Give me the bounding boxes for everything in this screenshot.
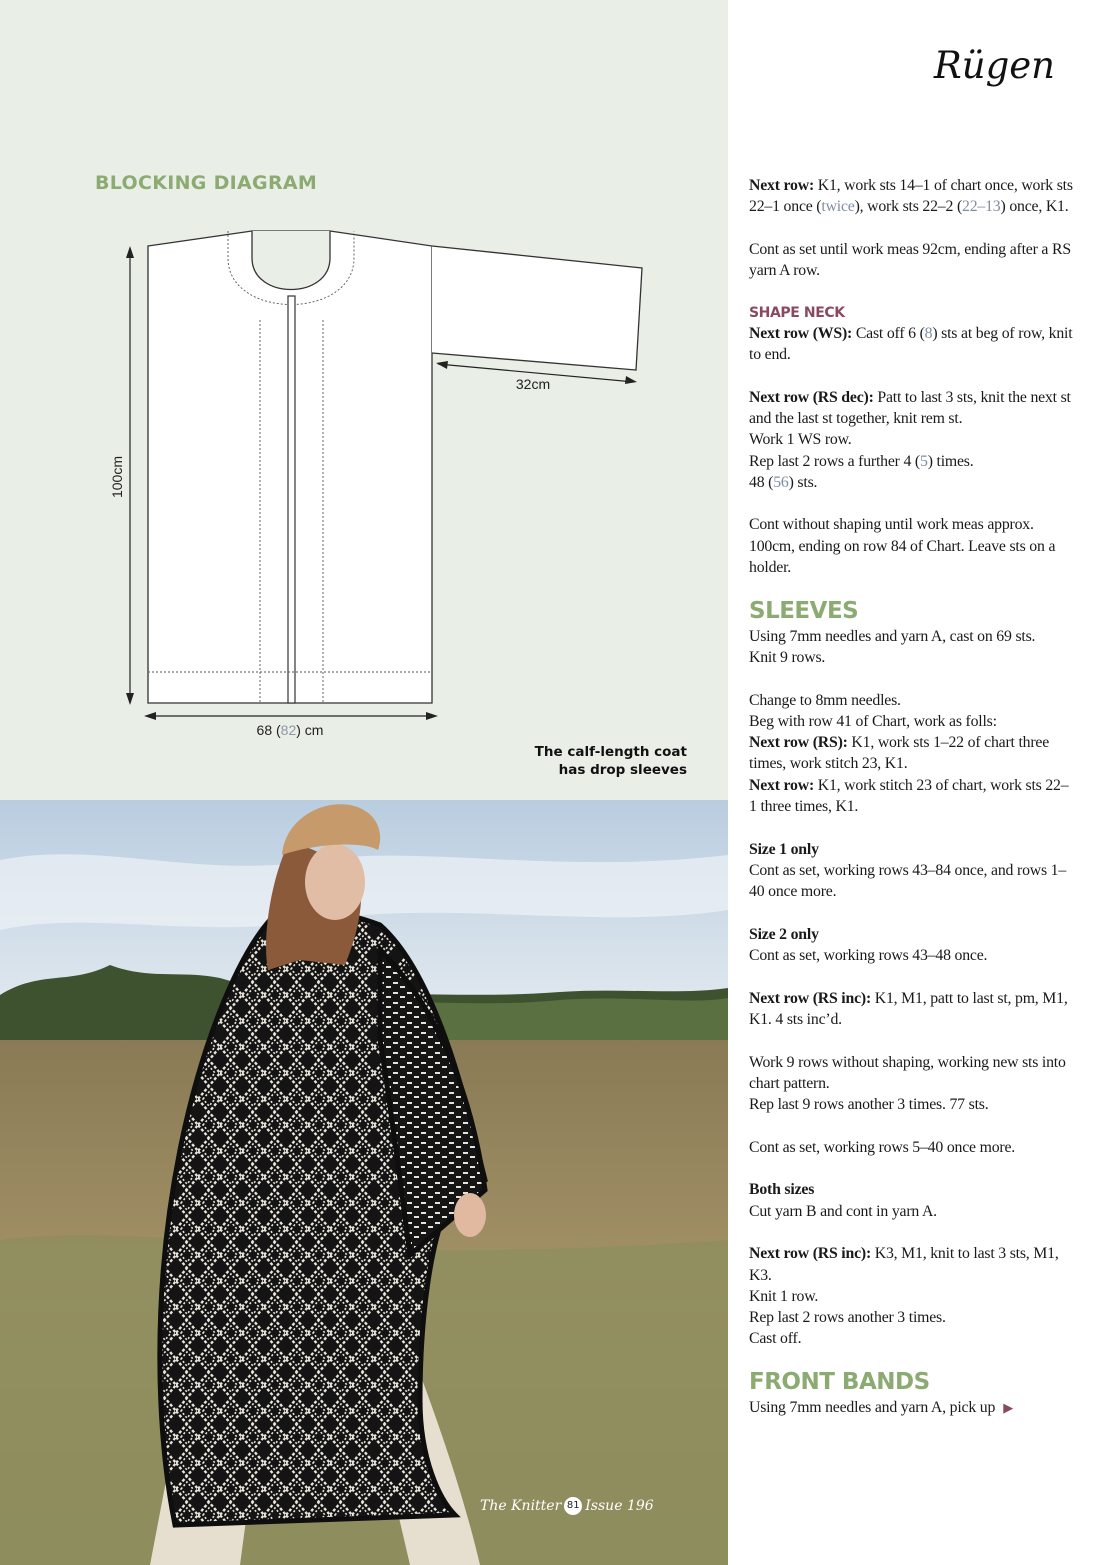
- face: [305, 844, 365, 920]
- continue-arrow-icon: ▶: [1003, 1400, 1013, 1416]
- sleeve-arrow-head-left: [436, 361, 448, 369]
- width-arrow-head-right: [426, 712, 438, 720]
- pattern-title: Rügen: [933, 44, 1055, 87]
- instruction-rs-inc: Next row (RS inc): K1, M1, patt to last st, pm, M1, K1. 4 sts inc’d.: [749, 989, 1068, 1028]
- shape-neck-heading: SHAPE NECK: [749, 304, 845, 321]
- page-footer: [480, 1497, 654, 1515]
- footer-page-number: 81: [564, 1497, 582, 1515]
- height-arrow-head-top: [126, 246, 134, 258]
- instruction-cont-100cm: Cont without shaping until work meas approx. 100cm, ending on row 84 of Chart. Leave sts on a holder.: [749, 516, 1056, 577]
- neckline: [252, 231, 330, 290]
- instruction-size-1: Size 1 only Cont as set, working rows 43–84 once, and rows 1–40 once more.: [749, 840, 1067, 901]
- instruction-cont-92cm: Cont as set until work meas 92cm, ending after a RS yarn A row.: [749, 240, 1071, 280]
- caption-line-2: has drop sleeves: [558, 762, 687, 778]
- sleeve-outline: [432, 246, 642, 370]
- pattern-text: [749, 175, 1074, 1418]
- instruction-size-2: Size 2 only Cont as set, working rows 43–48 once.: [749, 925, 988, 965]
- sleeve-arrow-head-right: [625, 376, 637, 384]
- instruction-cont-5-40: Cont as set, working rows 5–40 once more.: [749, 1138, 1016, 1156]
- footer-issue: Issue 196: [585, 1498, 654, 1514]
- width-arrow-head-left: [144, 712, 156, 720]
- blocking-diagram: [0, 0, 728, 800]
- height-arrow-head-bottom: [126, 693, 134, 705]
- photo-caption: [487, 743, 687, 779]
- instruction-sleeves-cast-on: Using 7mm needles and yarn A, cast on 69 sts. Knit 9 rows.: [749, 627, 1036, 666]
- blocking-diagram-heading: BLOCKING DIAGRAM: [95, 172, 318, 194]
- sleeves-heading: SLEEVES: [749, 597, 859, 624]
- instruction-both-sizes: Both sizes Cut yarn B and cont in yarn A.: [749, 1181, 937, 1220]
- model-photo: [0, 800, 728, 1565]
- hand: [454, 1193, 486, 1237]
- instruction-work-9-rows: Work 9 rows without shaping, working new sts into chart pattern. Rep last 9 rows another 3 times. 77 sts.: [749, 1053, 1066, 1114]
- sleeve-label: 32cm: [515, 376, 551, 392]
- footer-magazine: The Knitter: [480, 1498, 562, 1514]
- instruction-front-bands: Using 7mm needles and yarn A, pick up ▶: [749, 1399, 1013, 1417]
- front-bands-heading: FRONT BANDS: [749, 1369, 930, 1396]
- caption-line-1: The calf-length coat: [534, 744, 687, 760]
- instruction-next-row-ws: Next row (WS): Cast off 6 (8) sts at beg of row, knit to end.: [749, 324, 1073, 364]
- height-label: 100cm: [109, 455, 125, 499]
- front-opening: [288, 296, 295, 703]
- width-label: 68 (82) cm: [256, 722, 324, 738]
- instruction-sleeves-chart: Change to 8mm needles. Beg with row 41 of Chart, work as folls: Next row (RS): K1, work sts 1–22 of chart three times, work stitch 23, K1. Next row: K1, work stitch 23 of chart, work sts 22–1 three times, K1.: [749, 691, 1069, 816]
- instruction-next-row-1: Next row: K1, work sts 14–1 of chart once, work sts 22–1 once (twice), work sts 22–2 (22–13) once, K1.: [749, 177, 1073, 216]
- instruction-rs-dec: Next row (RS dec): Patt to last 3 sts, knit the next st and the last st together, knit rem st. Work 1 WS row. Rep last 2 rows a further 4 (5) times. 48 (56) sts.: [749, 388, 1071, 491]
- instruction-rs-inc-2: Next row (RS inc): K3, M1, knit to last 3 sts, M1, K3. Knit 1 row. Rep last 2 rows another 3 times. Cast off.: [749, 1245, 1059, 1348]
